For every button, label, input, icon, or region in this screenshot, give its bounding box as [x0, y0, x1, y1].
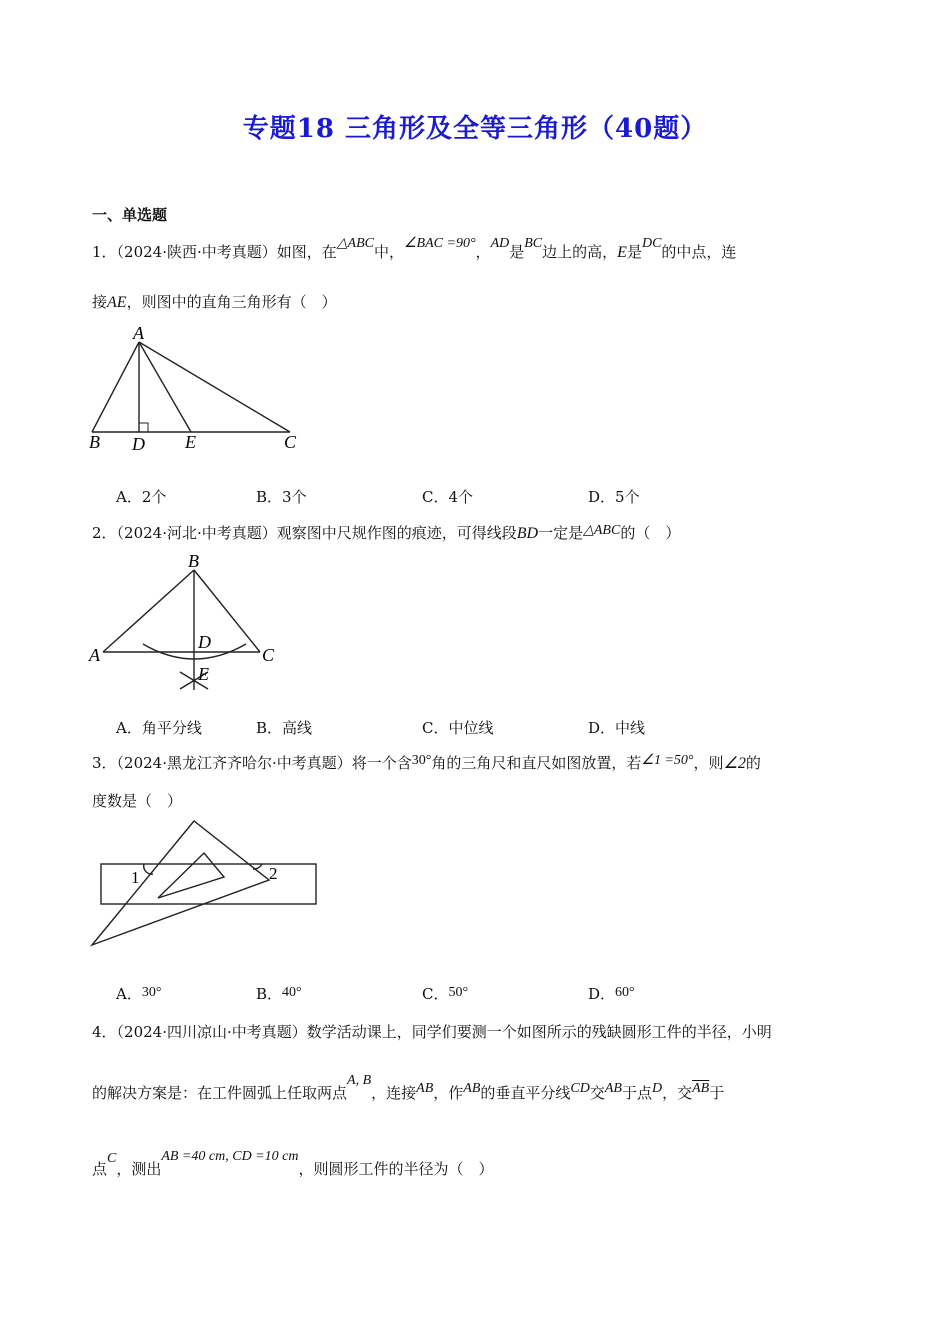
- q1-text: 边上的高，: [542, 243, 618, 261]
- q2-figure: [86, 552, 286, 697]
- q2-option-b[interactable]: B．高线: [256, 719, 313, 737]
- page-title: 专题18 三角形及全等三角形（40题）: [242, 114, 708, 144]
- segment-ab: [92, 342, 139, 432]
- q3-option-b[interactable]: [256, 983, 302, 1004]
- option-letter: A．: [116, 985, 142, 1003]
- math-triangle-abc: △ABC: [336, 236, 374, 251]
- math-c: C: [107, 1151, 117, 1166]
- q1-option-d[interactable]: D．5个: [588, 488, 640, 506]
- q4-text: ，连接: [371, 1084, 417, 1102]
- math-points-ab: A, B: [347, 1073, 372, 1088]
- q2-text: 一定是: [538, 524, 584, 542]
- q2-text: 的（ ）: [620, 524, 681, 542]
- q4-text: 的垂直平分线: [480, 1084, 571, 1102]
- q1-text: 是: [509, 243, 525, 261]
- segment-ac: [139, 342, 290, 432]
- q4-line-1: 4．（2024·四川凉山·中考真题）数学活动课上，同学们要测一个如图所示的残缺圆形工件的半径，小明: [92, 1023, 772, 1041]
- label-d: D: [198, 632, 211, 652]
- q3-line-1: [92, 752, 761, 773]
- option-letter: C．: [422, 985, 449, 1003]
- q1-text: 中，: [373, 243, 404, 261]
- q1-text: 接: [92, 293, 108, 311]
- q1-line-2: [92, 291, 337, 312]
- q1-text: ，则图中的直角三角形有（ ）: [126, 293, 337, 311]
- q4-text: ，作: [433, 1084, 464, 1102]
- math-arc-ab: $\overline{AB}$: [692, 1081, 710, 1096]
- segment-ab: [103, 570, 194, 652]
- label-e: E: [185, 432, 196, 452]
- q3-option-c[interactable]: [422, 983, 468, 1004]
- q4-text: ，则圆形工件的半径为（ ）: [298, 1160, 494, 1178]
- q1-text: 的中点，连: [661, 243, 737, 261]
- q4-text: 交: [589, 1084, 605, 1102]
- q2-option-d[interactable]: D．中线: [588, 719, 646, 737]
- math-triangle-abc: △ABC: [583, 523, 621, 538]
- set-square-outer: [92, 821, 269, 945]
- math-d: D: [651, 1081, 663, 1096]
- label-d: D: [132, 434, 145, 454]
- label-b: B: [188, 552, 199, 571]
- q1-option-a[interactable]: A．2个: [116, 488, 167, 506]
- q3-figure: [86, 815, 326, 955]
- math-ab: AB: [463, 1081, 481, 1096]
- q1-text: ，: [475, 243, 491, 261]
- option-letter: D．: [588, 985, 616, 1003]
- q1-line-1: [92, 236, 737, 262]
- q4-line-3: [92, 1149, 494, 1179]
- q2-option-c[interactable]: C．中位线: [422, 719, 494, 737]
- math-bc: BC: [524, 236, 543, 251]
- q4-text: ，交: [662, 1084, 693, 1102]
- section-heading: 一、单选题: [92, 206, 168, 224]
- q2-text: 2．（2024·河北·中考真题）观察图中尺规作图的痕迹，可得线段: [92, 524, 517, 542]
- label-angle-1: 1: [131, 868, 140, 887]
- q4-text: 的解决方案是：在工件圆弧上任取两点: [92, 1084, 348, 1102]
- q4-text: ，测出: [116, 1160, 162, 1178]
- q1-text: 是: [626, 243, 642, 261]
- math-angle-bac: ∠BAC =90°: [404, 236, 476, 251]
- q3-text: 角的三角尺和直尺如图放置，若: [431, 754, 642, 772]
- q3-text: ，则: [693, 754, 724, 772]
- q3-option-a[interactable]: [116, 983, 161, 1004]
- math-ae: AE: [107, 294, 127, 311]
- q3-line-2: 度数是（ ）: [92, 792, 183, 810]
- q4-text: 于: [709, 1084, 725, 1102]
- math-bd: BD: [516, 525, 539, 542]
- q2-line-1: [92, 522, 680, 543]
- math-angle-1: ∠1 =50°: [641, 753, 694, 768]
- label-a: A: [133, 323, 144, 343]
- label-c: C: [284, 432, 297, 452]
- q1-text: 1．（2024·陕西·中考真题）如图，在: [92, 243, 337, 261]
- segment-ae: [139, 342, 191, 432]
- math-ab: AB: [604, 1081, 622, 1096]
- option-value: 40°: [282, 985, 302, 1000]
- math-dc: DC: [641, 236, 662, 251]
- label-c: C: [262, 645, 275, 665]
- option-value: 30°: [141, 985, 162, 1000]
- math-ad: AD: [490, 236, 510, 251]
- q1-figure: [86, 322, 306, 457]
- q3-option-d[interactable]: [588, 983, 635, 1004]
- math-cd: CD: [570, 1081, 590, 1096]
- q3-text: 的: [745, 754, 761, 772]
- option-value: 50°: [448, 985, 469, 1000]
- q4-text: 点: [92, 1160, 108, 1178]
- math-e: E: [617, 244, 627, 261]
- math-measurements: AB =40 cm, CD =10 cm: [161, 1149, 299, 1164]
- q4-text: 于点: [621, 1084, 652, 1102]
- q2-option-a[interactable]: A．角平分线: [116, 719, 202, 737]
- q1-option-c[interactable]: C．4个: [422, 488, 474, 506]
- option-letter: B．: [256, 985, 283, 1003]
- q1-option-b[interactable]: B．3个: [256, 488, 307, 506]
- math-30-degree: 30°: [411, 753, 432, 768]
- label-b: B: [89, 432, 100, 452]
- label-angle-2: 2: [269, 864, 278, 883]
- label-e: E: [198, 664, 209, 684]
- right-angle-mark: [139, 423, 148, 432]
- q4-line-2: [92, 1073, 725, 1103]
- set-square-inner: [158, 853, 224, 898]
- math-ab: AB: [416, 1081, 434, 1096]
- label-a: A: [89, 645, 100, 665]
- math-angle-2: ∠2: [723, 755, 746, 772]
- option-value: 60°: [615, 985, 635, 1000]
- q3-text: 3．（2024·黑龙江齐齐哈尔·中考真题）将一个含: [92, 754, 412, 772]
